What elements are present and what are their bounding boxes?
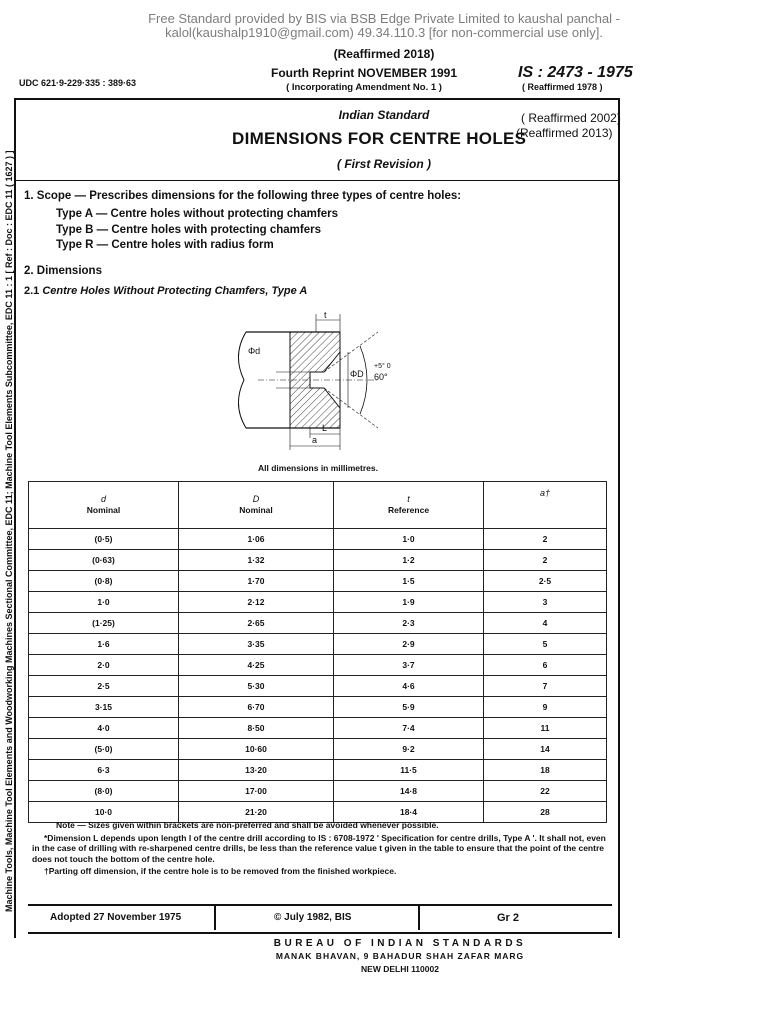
note-dagger: †Parting off dimension, if the centre hole is to be removed from the finished workpiece.: [44, 866, 397, 876]
cell-a: 6: [484, 655, 607, 676]
table-row: [29, 571, 607, 592]
dimensions-subheading: [24, 285, 307, 297]
header-a-symbol: a†: [539, 488, 550, 498]
table-row: [29, 739, 607, 760]
cell-t: 4·6: [334, 676, 484, 697]
cell-d: (1·25): [29, 613, 179, 634]
header-d-symbol: d: [100, 494, 106, 504]
cell-d: (0·8): [29, 571, 179, 592]
label-a: a: [312, 435, 318, 445]
bureau-name: BUREAU OF INDIAN STANDARDS: [273, 938, 527, 949]
cell-t: 18·4: [334, 802, 484, 823]
cell-a: 5: [484, 634, 607, 655]
cell-t: 1·5: [334, 571, 484, 592]
cell-d: (8·0): [29, 781, 179, 802]
watermark: [0, 12, 768, 40]
header-t-label: Reference: [387, 505, 430, 515]
cell-D: 17·00: [179, 781, 334, 802]
cell-a: 14: [484, 739, 607, 760]
type-b: Type B — Centre holes with protecting chamfers: [56, 224, 321, 236]
dimensions-table: [28, 481, 607, 823]
table-row: [29, 760, 607, 781]
cell-a: 2: [484, 529, 607, 550]
scope-text: — Prescribes dimensions for the following three types of centre holes:: [71, 190, 462, 202]
watermark-line-1: Free Standard provided by BIS via BSB Edge Private Limited to kaushal panchal -: [148, 11, 620, 26]
cell-D: 4·25: [179, 655, 334, 676]
label-D: ΦD: [350, 369, 364, 379]
cell-a: 4: [484, 613, 607, 634]
note-brackets: Note — Sizes given within brackets are non-preferred and shall be avoided whenever possible.: [56, 820, 439, 830]
footer-divider-2: [418, 906, 420, 930]
page-title: DIMENSIONS FOR CENTRE HOLES: [232, 129, 527, 148]
cell-d: 2·0: [29, 655, 179, 676]
header-D-symbol: D: [252, 494, 260, 504]
header-d-label: Nominal: [86, 505, 121, 515]
dimensions-heading: 2. Dimensions: [24, 265, 102, 277]
label-angle: 60°: [374, 372, 388, 382]
notes-block: [32, 820, 612, 879]
header-t: [334, 482, 484, 529]
cell-D: 2·65: [179, 613, 334, 634]
udc-code: UDC 621·9-229·335 : 389·63: [19, 78, 137, 88]
cell-a: 22: [484, 781, 607, 802]
cell-D: 1·32: [179, 550, 334, 571]
cell-d: 10·0: [29, 802, 179, 823]
header-a: [484, 482, 607, 529]
label-tolerance: +5° 0: [374, 363, 391, 370]
cell-a: 9: [484, 697, 607, 718]
scope-paragraph: [24, 190, 461, 202]
cell-t: 5·9: [334, 697, 484, 718]
table-header-row: [29, 482, 607, 529]
cell-t: 1·2: [334, 550, 484, 571]
cell-d: 1·6: [29, 634, 179, 655]
type-a: Type A — Centre holes without protecting chamfers: [56, 208, 338, 220]
reaffirmed-2002: ( Reaffirmed 2002): [521, 111, 621, 125]
title-rule: [14, 180, 620, 181]
subheading-number: 2.1: [24, 285, 40, 297]
cell-t: 14·8: [334, 781, 484, 802]
cell-t: 3·7: [334, 655, 484, 676]
label-L: L: [322, 423, 328, 433]
cell-a: 18: [484, 760, 607, 781]
note-star: *Dimension L depends upon length l of the centre drill according to IS : 6708-1972 ' Specification for centre drills, Type A '. It shall not, even in the case of drilling with re-sharpened centre drills, be less than the reference value t given in the table to ensure that the point of the centre does not touch the bottom of the centre hole.: [32, 832, 606, 864]
cell-d: 6·3: [29, 760, 179, 781]
header-rule: [14, 98, 620, 100]
cell-t: 9·2: [334, 739, 484, 760]
adopted-date: Adopted 27 November 1975: [50, 912, 182, 923]
cell-d: 1·0: [29, 592, 179, 613]
bureau-address: MANAK BHAVAN, 9 BAHADUR SHAH ZAFAR MARG: [275, 951, 525, 961]
copyright: © July 1982, BIS: [274, 912, 352, 923]
committee-sidebar: Machine Tools, Machine Tool Elements and Woodworking Machines Sectional Committee, EDC 11; Machine Tool Elements Subcommittee, EDC 11 : 1 [ Ref : Doc : EDC 11 ( 1627 ) ]: [4, 150, 14, 912]
watermark-line-2: kalol(kaushalp1910@gmail.com) 49.34.110.3 [for non-commercial use only].: [165, 25, 603, 40]
cell-t: 1·0: [334, 529, 484, 550]
table-row: [29, 697, 607, 718]
bureau-city: NEW DELHI 110002: [361, 964, 439, 974]
amendment-info: ( Incorporating Amendment No. 1 ): [286, 82, 442, 93]
table-row: [29, 550, 607, 571]
cell-D: 8·50: [179, 718, 334, 739]
cell-d: (5·0): [29, 739, 179, 760]
cell-t: 7·4: [334, 718, 484, 739]
cell-D: 3·35: [179, 634, 334, 655]
cell-d: 4·0: [29, 718, 179, 739]
cell-a: 11: [484, 718, 607, 739]
cell-d: (0·5): [29, 529, 179, 550]
reprint-info: Fourth Reprint NOVEMBER 1991: [270, 66, 458, 80]
header-t-symbol: t: [407, 494, 410, 504]
cell-d: 2·5: [29, 676, 179, 697]
table-row: [29, 781, 607, 802]
cell-D: 1·70: [179, 571, 334, 592]
cell-D: 10·60: [179, 739, 334, 760]
cell-D: 6·70: [179, 697, 334, 718]
cell-t: 11·5: [334, 760, 484, 781]
right-rule: [618, 98, 620, 938]
is-number: IS : 2473 - 1975: [518, 64, 633, 81]
table-row: [29, 655, 607, 676]
cell-D: 21·20: [179, 802, 334, 823]
table-row: [29, 718, 607, 739]
cell-d: 3·15: [29, 697, 179, 718]
figure-caption: All dimensions in millimetres.: [258, 463, 378, 473]
scope-heading: 1. Scope: [24, 190, 72, 202]
subheading-text: Centre Holes Without Protecting Chamfers, Type A: [39, 285, 308, 297]
cell-D: 5·30: [179, 676, 334, 697]
cell-d: (0·63): [29, 550, 179, 571]
cell-a: 3: [484, 592, 607, 613]
cell-t: 2·3: [334, 613, 484, 634]
price-group: Gr 2: [497, 912, 520, 924]
cell-a: 2: [484, 550, 607, 571]
cell-t: 2·9: [334, 634, 484, 655]
cell-a: 28: [484, 802, 607, 823]
table-row: [29, 592, 607, 613]
centre-hole-diagram: [228, 310, 408, 455]
header-D: [179, 482, 334, 529]
reaffirmed-2018: (Reaffirmed 2018): [333, 47, 435, 61]
table-row: [29, 613, 607, 634]
cell-D: 1·06: [179, 529, 334, 550]
footer-divider-1: [214, 906, 216, 930]
label-t: t: [324, 310, 327, 320]
type-r: Type R — Centre holes with radius form: [56, 239, 274, 251]
header-d: [29, 482, 179, 529]
standard-label: Indian Standard: [338, 108, 430, 122]
cell-D: 13·20: [179, 760, 334, 781]
reaffirmed-2013: (Reaffirmed 2013): [516, 126, 613, 140]
cell-D: 2·12: [179, 592, 334, 613]
is-reaffirmed: ( Reaffirmed 1978 ): [522, 82, 603, 92]
cell-a: 7: [484, 676, 607, 697]
table-row: [29, 634, 607, 655]
header-D-label: Nominal: [239, 505, 273, 515]
cell-t: 1·9: [334, 592, 484, 613]
table-row: [29, 676, 607, 697]
table-row: [29, 529, 607, 550]
revision-label: ( First Revision ): [336, 157, 431, 171]
label-d: Φd: [248, 346, 261, 356]
left-rule: [14, 98, 16, 938]
cell-a: 2·5: [484, 571, 607, 592]
